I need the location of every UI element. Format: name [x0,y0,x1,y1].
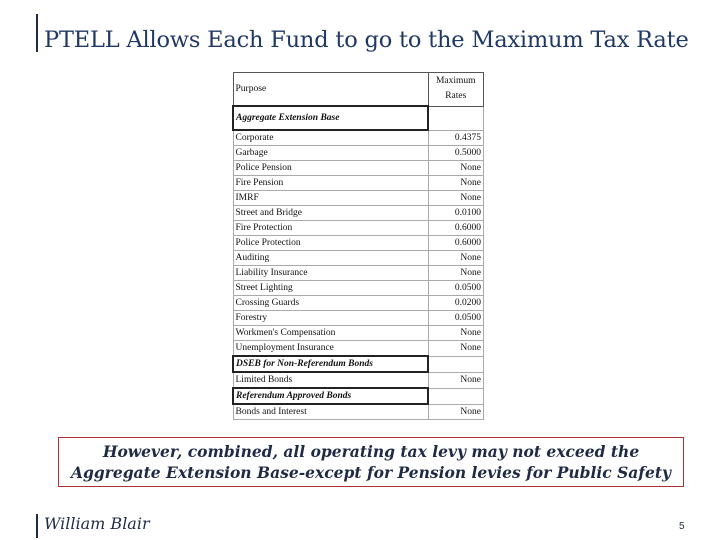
table-row [233,372,484,388]
row-max-rate: None [428,191,484,206]
section-referendum-label: Referendum Approved Bonds [233,388,428,404]
table-row [233,404,484,420]
table-row [233,251,484,266]
row-max-rate: None [428,176,484,191]
row-purpose: Street Lighting [233,281,428,296]
page-number: 5 [679,521,685,532]
header-purpose: Purpose [233,73,428,107]
row-max-rate: 0.6000 [428,221,484,236]
row-purpose: IMRF [233,191,428,206]
table-row [233,206,484,221]
row-max-rate: 0.6000 [428,236,484,251]
table-row [233,281,484,296]
callout-box [58,437,684,487]
row-purpose: Unemployment Insurance [233,341,428,357]
section-dseb-label: DSEB for Non-Referendum Bonds [233,356,428,372]
header-max-line1: Maximum [435,76,476,87]
row-purpose: Crossing Guards [233,296,428,311]
page-title: PTELL Allows Each Fund to go to the Maximum Tax Rate [44,27,689,53]
row-purpose: Bonds and Interest [233,404,428,420]
row-purpose: Forestry [233,311,428,326]
table-row [233,146,484,161]
row-purpose: Workmen's Compensation [233,326,428,341]
row-purpose: Limited Bonds [233,372,428,388]
header-maximum-rates [428,73,484,107]
row-purpose: Auditing [233,251,428,266]
table-row [233,191,484,206]
row-max-rate: 0.0100 [428,206,484,221]
section-row-referendum [233,388,484,404]
table-row [233,176,484,191]
logo-accent-bar [36,514,38,538]
row-max-rate: 0.5000 [428,146,484,161]
row-purpose: Corporate [233,130,428,146]
section-aeb-label: Aggregate Extension Base [233,106,428,130]
max-rates-table [232,72,484,420]
table-row [233,221,484,236]
row-max-rate: None [428,251,484,266]
row-purpose: Garbage [233,146,428,161]
title-accent-bar [36,14,38,52]
row-max-rate: 0.0500 [428,281,484,296]
table-row [233,311,484,326]
table-row [233,161,484,176]
row-max-rate: None [428,161,484,176]
table-row [233,296,484,311]
table-row [233,326,484,341]
row-max-rate: 0.0200 [428,296,484,311]
row-max-rate: 0.4375 [428,130,484,146]
table-row [233,266,484,281]
callout-line2: Aggregate Extension Base-except for Pension levies for Public Safety [70,463,671,482]
row-purpose: Fire Pension [233,176,428,191]
row-purpose: Street and Bridge [233,206,428,221]
row-max-rate: None [428,266,484,281]
row-purpose: Police Protection [233,236,428,251]
row-max-rate: None [428,372,484,388]
callout-line1: However, combined, all operating tax levy may not exceed the [102,442,640,461]
row-purpose: Fire Protection [233,221,428,236]
section-row-aeb [233,106,484,130]
row-purpose: Police Pension [233,161,428,176]
william-blair-logo: William Blair [44,514,150,533]
table-row [233,341,484,357]
row-purpose: Liability Insurance [233,266,428,281]
header-max-line2: Rates [445,91,467,102]
row-max-rate: None [428,341,484,357]
table-row [233,236,484,251]
table-header-row [233,73,484,107]
row-max-rate: None [428,326,484,341]
row-max-rate: None [428,404,484,420]
row-max-rate: 0.0500 [428,311,484,326]
section-row-dseb [233,356,484,372]
table-row [233,130,484,146]
